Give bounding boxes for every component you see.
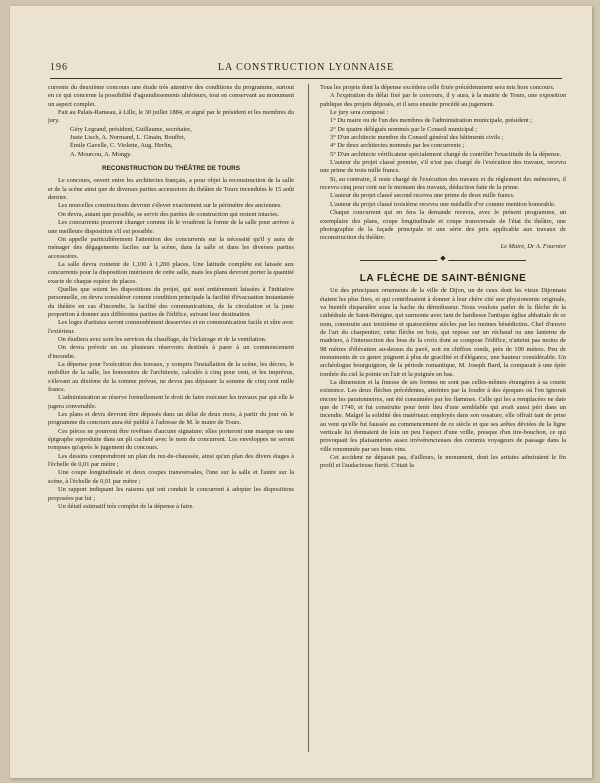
paragraph: Le jury sera composé : xyxy=(330,109,389,117)
header-rule xyxy=(50,78,562,79)
journal-title: LA CONSTRUCTION LYONNAISE xyxy=(217,62,395,73)
paragraph: On devra prévoir un ou plusieurs réservoirs destinés à parer à un commencement d'incendie. xyxy=(48,344,294,360)
paragraph: Ces pièces ne pourront être revêtues d'aucune signature; elles porteront une marque ou une épigraphe reproduite dans un pli cacheté avec le nom du concurrent. Les enveloppes ne seront rompues qu'après le jugement du concours. xyxy=(48,427,294,452)
paragraph: L'administration se réserve formellement le droit de faire exécuter les travaux par qui elle le jugera convenable. xyxy=(48,394,294,410)
newspaper-page xyxy=(10,6,592,778)
paragraph: La dimension et la finesse de ses formes ne sont pas celles-mêmes étrangères à sa courte existence. Les deux flèches précédentes, atteintes par la foudre à des époques où l'on ignorait encore les paratonnerres, ont été consumées par les flammes. Celle qui les a remplacées ne date que de 1740, et fut construite pour tenir lieu d'une semblable qui avait aussi péri dans un incendie. Malgré la solidité des matériaux employés dans son ossature, elle offrait tant de prise au vent qu'elle fut faussée au commencement de ce siècle et que ses arêtes déviées de la ligne verticale lui donnaient de loin un peu l'aspect d'une vrille, presque d'un tire-bouchon, ce qui provoquait les plaisanteries assez irrévérencieuses des commis voyageurs de passage dans la ville renommée par ses bons vins. xyxy=(320,379,566,453)
paragraph: currents du deuxième concours une étude très attentive des conditions du programme, surtout en ce qui concerne la possibilité d'agrandissements ultérieurs, tout en conservant au monument un aspect complet. xyxy=(48,84,294,108)
paragraph: Quelles que soient les dispositions du projet, qui sont entièrement laissées à l'initiative personnelle, on devra considérer comme condition principale la facilité d'évacuation instantanée du théâtre en cas d'incendie, la facilité des communications, de la circulation et la juste proportion à donner aux différentes parties de l'édifice, suivant leur destination. xyxy=(48,285,294,318)
page-header xyxy=(50,62,562,76)
jury-signature-line: A. Mourcou, A. Mongy. xyxy=(70,150,132,158)
page-number: 196 xyxy=(50,62,68,73)
paragraph: Si, au contraire, il reste chargé de l'exécution des travaux et du règlement des mémoires, il recevra cinq pour cent sur le montant des travaux, déduction faite de la prime. xyxy=(320,175,566,192)
column-separator xyxy=(308,84,309,752)
jury-list-item: 4° De deux architectes nommés par les concurrents ; xyxy=(330,142,465,150)
article-heading: LA FLÈCHE DE SAINT-BÉNIGNE xyxy=(359,272,527,284)
paragraph: L'auteur du projet classé troisième recevra une médaille d'or comme mention honorable. xyxy=(330,200,556,208)
paragraph: Chaque concurrent qui en fera la demande recevra, avec le présent programme, un exemplaire des plans, coupe longitudinale et coupe transversale de l'état du théâtre, une photographie de la façade principale et une série des prix applicable aux travaux de reconstruction du théâtre. xyxy=(320,209,566,242)
paragraph: On appelle particulièrement l'attention des concurrents sur la nécessité qu'il y aura de ménager des dégagements faciles sur la scène, dans la salle et dans les diverses parties accessoires. xyxy=(48,235,294,260)
paragraph: Les plans et devis devront être déposés dans un délai de deux mois, à partir du jour où le programme du concours aura été publié à l'adresse de M. le maire de Tours. xyxy=(48,411,294,427)
paragraph: Fait au Palais-Rameau, à Lille, le 30 juillet 1884, et signé par le président et les membres du jury. xyxy=(48,109,294,125)
paragraph: Les concurrents pourront changer comme ils le voudront la forme de la salle pour arriver à une meilleure disposition s'il est possible. xyxy=(48,219,294,235)
paragraph: Un détail estimatif très complet de la dépense à faire. xyxy=(58,502,194,510)
paragraph: L'auteur du projet classé second recevra une prime de deux mille francs. xyxy=(330,192,515,200)
left-column xyxy=(48,84,294,511)
section-heading: RECONSTRUCTION DU THÉÂTRE DE TOURS xyxy=(102,165,240,173)
jury-list-item: 5° D'un architecte vérificateur spécialement chargé de contrôler l'exactitude de la dépense. xyxy=(330,150,562,158)
paragraph: Un rapport indiquant les raisons qui ont conduit le concurrent à adopter les dispositions proposées par lui ; xyxy=(48,486,294,502)
mayor-signature xyxy=(320,243,566,251)
signature-text: Le Maire, Dr A. Fournier xyxy=(500,242,566,250)
paragraph: On étudiera avec soin les services du chauffage, de l'éclairage et de la ventilation. xyxy=(58,335,267,343)
jury-list-item: 2° De quatre délégués nommés par le Conseil municipal ; xyxy=(330,125,478,133)
paragraph: La dépense pour l'exécution des travaux, y compris l'installation de la scène, les décors, le mobilier de la salle, les honoraires de l'architecte, calculés à cinq pour cent, et les imprévus, s'élevant au dixième de la somme prévue, ne devra pas dépasser la somme de cinq cent mille francs. xyxy=(48,361,294,394)
paragraph: Les nouvelles constructions devront s'élever exactement sur le périmètre des anciennes. xyxy=(58,202,282,210)
jury-list-item: 1° Du maire ou de l'un des membres de l'administration municipale, président ; xyxy=(330,117,533,125)
paragraph: On devra, autant que possible, se servir des parties de construction qui restent intactes. xyxy=(58,210,280,218)
paragraph: Tous les projets dont la dépense excédera celle fixée précédemment sera mis hors concours. xyxy=(320,84,555,91)
paragraph: Le concours, ouvert entre les architectes français, a pour objet la reconstruction de la salle et de la scène ainsi que de diverses parties accessoires du théâtre de Tours incendiées le 15 août dernier. xyxy=(48,177,294,202)
paragraph: L'auteur du projet classé premier, s'il n'est pas chargé de l'exécution des travaux, recevra une prime de trois mille francs. xyxy=(320,159,566,175)
paragraph: La salle devra contenir de 1,100 à 1,200 places. Une latitude complète est laissée aux concurrents pour la disposition intérieure de cette salle, mais les plans devront porter la quantité exacte de chaque espèce de places. xyxy=(48,260,294,285)
paragraph: Les loges d'artistes seront commodément desservies et en communication facile et sûre avec l'extérieur. xyxy=(48,319,294,335)
section-ornament xyxy=(360,257,526,263)
paragraph: Cet accident ne déparait pas, d'ailleurs, le monument, dont les artistes admiraient le fin profil et l'audacieuse fierté. C'était la xyxy=(320,454,566,470)
right-column xyxy=(320,84,566,471)
jury-signature-line: Émile Gavelle, C. Violette, Aug. Herlin, xyxy=(70,142,173,150)
jury-list-item: 3° D'un architecte membre du Conseil général des bâtiments civils ; xyxy=(330,134,504,142)
jury-signature-line: Géry Legrand, président, Guillaume, secrétaire, xyxy=(70,125,192,133)
jury-signature-line: Juste Lisch, A. Normand, L. Ginain, Bouffet, xyxy=(70,134,186,142)
paragraph: Une coupe longitudinale et deux coupes transversales, l'une sur la salle et l'autre sur la scène, à l'échelle de 0,01 par mètre ; xyxy=(48,469,294,485)
paragraph: Un des principaux ornements de la ville de Dijon, un de ceux dont les vieux Dijonnais étaient les plus fiers, et qui contribuaient à donner à leur chère cité une physionomie originale, va bientôt disparaître sous la hache du démolisseur. Nous voulons parler de la flèche de la cathédrale de Saint-Bénigne, qui surmonte avec tant de hardiesse l'antique église abbatiale de ce nom, construite aux treizième et quatorzième siècles par les moines bénédictins. Chef d'œuvre de l'art du charpentier, cette flèche en bois, qui repose sur un réchaud ou une lanterne de madriers, à l'intersection des bras de la croix dont se compose l'édifice, n'atteint pas moins de 98 mètres d'élévation au-dessus du pavé, soit en chiffres ronds, près de 100 mètres. Peu de monuments de ce genre joignent à plus de gracilité et d'élégance, une hauteur considérable. Un archéologue bourguignon, de la période romantique, M. Joseph Bard, la comparait à une épée tombée du ciel la pointe en l'air et la poignée en bas. xyxy=(320,287,566,378)
paragraph: Les dessins comprendront un plan du rez-de-chaussée, ainsi qu'un plan des divers étages à l'échelle de 0,01 par mètre ; xyxy=(48,452,294,469)
paragraph: A l'expiration du délai fixé par le concours, il y aura, à la mairie de Tours, une exposition publique des projets déposés, et il sera ensuite procédé au jugement. xyxy=(320,92,566,108)
